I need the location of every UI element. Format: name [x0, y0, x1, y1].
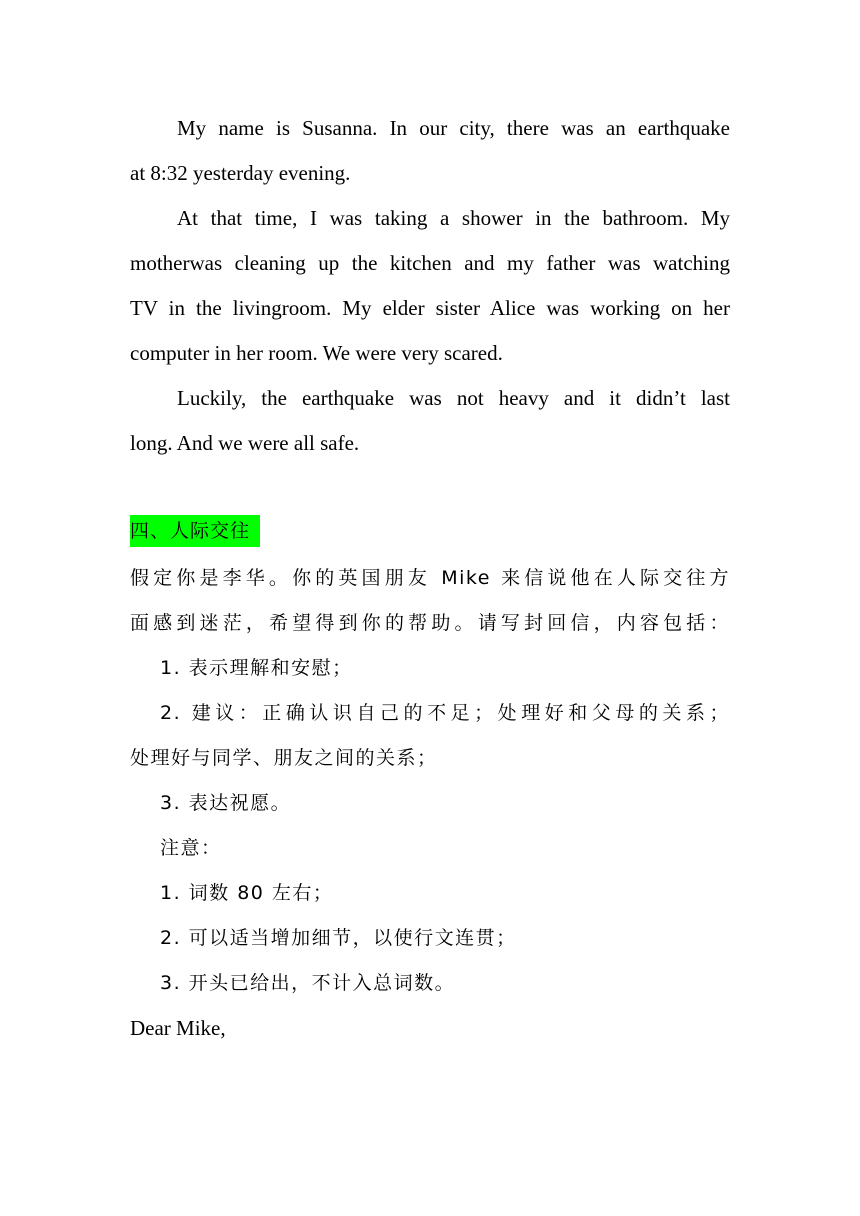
requirement-item-1: 1. 表示理解和安慰；	[160, 657, 353, 679]
prompt-line-2: 面感到迷茫，希望得到你的帮助。请写封回信，内容包括：	[130, 612, 730, 634]
requirement-item-2-continued: 处理好与同学、朋友之间的关系；	[130, 747, 438, 769]
note-item-2: 2. 可以适当增加细节，以使行文连贯；	[160, 927, 517, 949]
note-item-3: 3. 开头已给出，不计入总词数。	[160, 972, 456, 994]
section-heading: 四、人际交往	[130, 520, 251, 542]
passage-line-1: My name is Susanna. In our city, there was an earthquake	[177, 116, 730, 140]
passage-line-7: Luckily, the earthquake was not heavy and it didn’t last	[177, 386, 730, 410]
letter-salutation: Dear Mike,	[130, 1016, 226, 1040]
passage-line-6: computer in her room. We were very scared.	[130, 341, 503, 365]
passage-line-5: TV in the livingroom. My elder sister Alice was working on her	[130, 296, 730, 320]
note-item-1: 1. 词数 80 左右；	[160, 882, 334, 904]
passage-line-4: motherwas cleaning up the kitchen and my father was watching	[130, 251, 730, 275]
passage-line-2: at 8:32 yesterday evening.	[130, 161, 351, 185]
requirement-item-2: 2. 建议：正确认识自己的不足；处理好和父母的关系；	[160, 702, 730, 724]
prompt-line-1: 假定你是李华。你的英国朋友 Mike 来信说他在人际交往方	[130, 567, 730, 589]
requirement-item-3: 3. 表达祝愿。	[160, 792, 292, 814]
passage-line-8: long. And we were all safe.	[130, 431, 360, 455]
passage-line-3: At that time, I was taking a shower in the bathroom. My	[177, 206, 730, 230]
note-label: 注意：	[160, 837, 222, 859]
